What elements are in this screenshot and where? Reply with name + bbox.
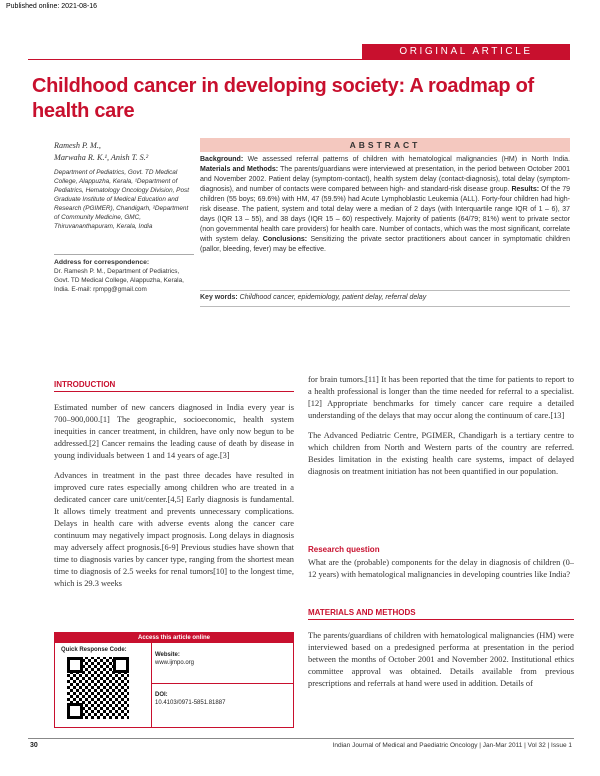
abstract-background: We assessed referral patterns of children with hematological malignancies (HM) in North India.: [243, 156, 570, 163]
right-paragraph-2: The Advanced Pediatric Centre, PGIMER, Chandigarh is a tertiary centre to which children from North and Western parts of the country are referred. Besides limitation in the existing health care systems, impact of delayed diagnosis on treatment initiation has not been quantified in our population.: [308, 431, 574, 476]
authors-line1: Ramesh P. M.,: [54, 141, 101, 150]
keywords-list: Childhood cancer, epidemiology, patient delay, referral delay: [237, 294, 427, 301]
journal-footer: Indian Journal of Medical and Paediatric Oncology | Jan-Mar 2011 | Vol 32 | Issue 1: [332, 742, 572, 749]
doi-label: DOI:: [155, 692, 168, 698]
keywords-divider: [200, 306, 570, 307]
page-number: 30: [30, 742, 38, 749]
access-online-box: [54, 632, 294, 728]
abstract-background-label: Background:: [200, 156, 244, 163]
research-question: What are the (probable) components for the delay in diagnosis of children (0–12 years) with hematological malignancies in developing countries like India?: [308, 558, 574, 579]
right-paragraph-1: for brain tumors.[11] It has been reported that the time for patients to report to a health professional is longer than the time needed for referral to a specialist.[12] Appropriate benchmarks for timely cancer care require a detailed understanding of the delays that may occur along the continuum of care.[13]: [308, 375, 574, 420]
banner-rule: [28, 44, 362, 60]
correspondence-body: Dr. Ramesh P. M., Department of Pediatrics, Govt. TD Medical College, Alappuzha, Kerala, India. E-mail: rpmpg@gmail.com: [54, 268, 184, 293]
abstract-conclusions-label: Conclusions:: [262, 236, 308, 243]
website-field: [155, 651, 194, 667]
abstract-divider: [200, 290, 570, 291]
correspondence-head: Address for correspondence:: [54, 259, 150, 266]
keywords-label: Key words:: [200, 294, 238, 301]
access-field-divider: [151, 683, 294, 684]
intro-paragraph-1: Estimated number of new cancers diagnosed in India every year is 700–900,000.[1] The geographic, socioeconomic, health system inequities in cancer treatment, in children, have only now begun to be addressed.[2] Cancer remains the leading cause of death by disease in young individuals between 1 and 14 years of age.[3]: [54, 403, 294, 460]
intro-paragraph-2: Advances in treatment in the past three decades have resulted in improved cure rates especially among children who are treated in a dedicated cancer care unit/center.[4,5] Early diagnosis is fundamental. It allows timely treatment and prevents unnecessary complications. Delays in health care with adverse events along the cancer care continuum may negatively impact prognosis. Long delays in diagnosis may adversely affect prognosis.[6-9] Previous studies have shown that time to diagnosis varies by cancer type, ranging from the shortest mean time to diagnosis of 2.5 weeks for renal tumors[10] to the longest time, which is 29.3 weeks: [54, 471, 294, 588]
keywords: [200, 294, 570, 301]
published-date: Published online: 2021-08-16: [6, 3, 98, 10]
abstract-heading: ABSTRACT: [200, 138, 570, 152]
section-label: ORIGINAL ARTICLE: [362, 44, 570, 60]
abstract-results: Of the 79 children (55 boys; 69.6%) with HM, 47 (59.5%) had Acute Lymphoblastic Leukemia (ALL). Forty-four children had high-risk disease. The patient, system and total delay were a median of 2 days (with Interquartile range IQR of 1 – 6), 37 days (IQR 13 – 55), and 38 days (IQR 15 – 60) respectively. Majority of patients (64/79; 81%) went to private sector (non governmental health care providers) for health care. Number of contacts, which was the most significant, correlate with system delay.: [200, 186, 570, 243]
abstract-conclusions: Sensitizing the private sector practitioners about cancer in symptomatic children (pallor, bleeding, fever) may be effective.: [200, 236, 570, 253]
article-title: Childhood cancer in developing society: A roadmap of health care: [32, 75, 534, 122]
right-column-top: [308, 374, 574, 486]
abstract-results-label: Results:: [511, 186, 540, 193]
research-question-heading: Research question: [308, 545, 380, 554]
authors: [54, 140, 194, 164]
abstract-methods: The parents/guardians were interviewed at presentation, in the period between October 2001 and November 2002. Patient delay (symptom-contact), health system delay (contact-diagnosis), total delay (symptom-diagnosis), and number of contacts were compared between high- and standard-risk disease group.: [200, 166, 570, 193]
footer-rule: [28, 738, 574, 739]
abstract-methods-label: Materials and Methods:: [200, 166, 279, 173]
affiliation: Department of Pediatrics, Govt. TD Medical College, Alappuzha, Kerala, ¹Department of Pediatrics, Hematology Oncology Division, Post Graduate Institute of Medical Education and Research (PGIMER), Chandigarh, ²Department of Community Medicine, GMC, Thiruvananthapuram, Kerala, India: [54, 169, 189, 230]
access-heading: Access this article online: [55, 633, 293, 643]
authors-line2: Marwaha R. K.¹, Anish T. S.²: [54, 153, 149, 162]
methods-body: The parents/guardians of children with hematological malignancies (HM) were interviewed based on a predesigned performa at presentation in the period between the months of October 2001 and November 2002. Institutional ethics committee approval was obtained. Details available from previous prescriptions and referrals at hand were used in addition. Details of: [308, 631, 574, 688]
access-divider: [151, 643, 152, 728]
introduction-heading: INTRODUCTION: [54, 380, 294, 392]
qr-code-icon: [67, 657, 129, 719]
affiliation-divider: [54, 254, 194, 255]
abstract-body: [200, 155, 570, 255]
website-label: Website:: [155, 652, 180, 658]
qr-label: Quick Response Code:: [61, 647, 127, 653]
website-link[interactable]: www.ijmpo.org: [155, 660, 195, 666]
methods-heading: MATERIALS AND METHODS: [308, 608, 574, 620]
doi-field: [155, 691, 225, 707]
correspondence: [54, 258, 194, 294]
doi-value[interactable]: 10.4103/0971-5851.81887: [155, 700, 226, 706]
left-column: [54, 402, 294, 598]
